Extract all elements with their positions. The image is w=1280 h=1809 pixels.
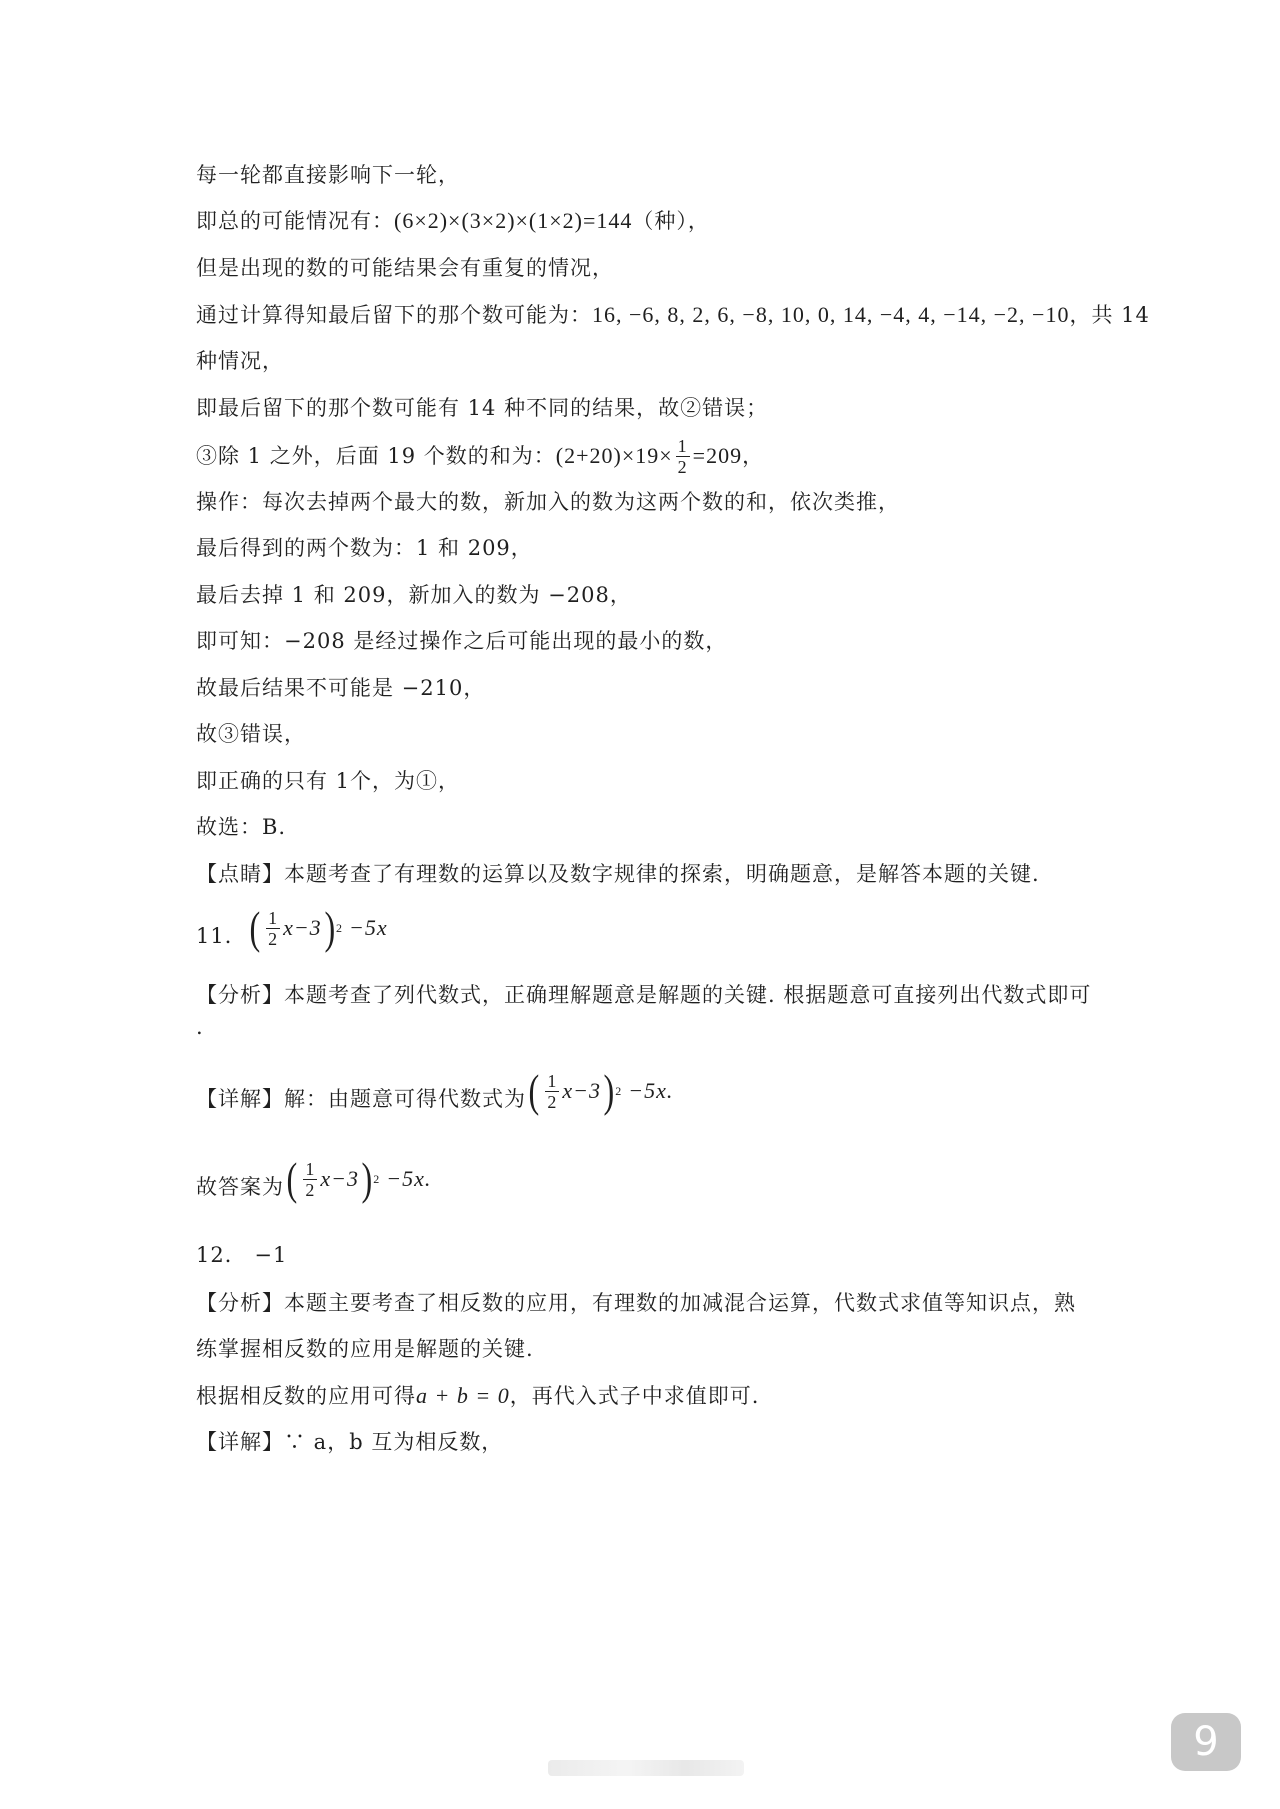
text-line: 即最后留下的那个数可能有 14 种不同的结果，故②错误； <box>196 396 769 420</box>
text-line: 故最后结果不可能是 −210， <box>196 676 486 700</box>
question-12-answer: 12． −1 <box>196 1243 288 1267</box>
text-line: ③除 1 之外，后面 19 个数的和为： (2+20)×19× $\frac{1}{2}$ =209 ， <box>196 435 765 477</box>
answer-line: 故答案为 ( $\frac{1}{2}$ x−3 ) 2 −5x. <box>196 1151 431 1215</box>
page-number-badge: 9 <box>1171 1713 1241 1771</box>
analysis-line: 【分析】本题主要考查了相反数的应用，有理数的加减混合运算，代数式求值等知识点，熟 <box>196 1291 1076 1315</box>
math-expression: a + b = 0 <box>416 1383 510 1408</box>
math-expression: 16, −6, 8, 2, 6, −8, 10, 0, 14, −4, 4, −14, −2, −10 <box>592 302 1070 327</box>
text-line: 通过计算得知最后留下的那个数可能为：16, −6, 8, 2, 6, −8, 10, 0, 14, −4, 4, −14, −2, −10，共 14 <box>196 302 1150 327</box>
text-line: 即总的可能情况有：(6×2)×(3×2)×(1×2)=144（种）， <box>196 208 710 233</box>
fraction: $\frac{1}{2}$ <box>305 1158 316 1200</box>
math-expression: (6×2)×(3×2)×(1×2)=144 <box>394 208 633 233</box>
text-line: 练掌握相反数的应用是解题的关键. <box>196 1337 534 1361</box>
math-expression: ( $\frac{1}{2}$ x−3 ) 2 −5x. <box>286 1153 432 1204</box>
text-line: . <box>196 1015 204 1039</box>
math-expression: ( $\frac{1}{2}$ x−3 ) 2 −5x. <box>528 1065 674 1116</box>
text-line: 但是出现的数的可能结果会有重复的情况， <box>196 256 614 280</box>
fraction: $\frac{1}{2}$ <box>677 435 688 477</box>
detail-line: 【详解】∵ a，b 互为相反数， <box>196 1430 504 1454</box>
question-11-answer: 11． ( $\frac{1}{2}$ x−3 ) 2 −5x <box>196 900 388 964</box>
comment-line: 【点睛】本题考查了有理数的运算以及数字规律的探索，明确题意，是解答本题的关键. <box>196 862 1040 886</box>
text-line: 故选：B. <box>196 815 287 839</box>
text-line: 种情况， <box>196 349 284 373</box>
watermark <box>548 1760 744 1776</box>
text-line: 操作：每次去掉两个最大的数，新加入的数为这两个数的和，依次类推， <box>196 490 900 514</box>
analysis-line: 【分析】本题考查了列代数式，正确理解题意是解题的关键. 根据题意可直接列出代数式即可 <box>196 983 1092 1007</box>
fraction: $\frac{1}{2}$ <box>268 907 279 949</box>
fraction: $\frac{1}{2}$ <box>547 1070 558 1112</box>
math-expression: (2+20)×19× $\frac{1}{2}$ =209 <box>555 435 743 477</box>
detail-line: 【详解】解：由题意可得代数式为 ( $\frac{1}{2}$ x−3 ) 2 −5x. <box>196 1063 673 1127</box>
text-line: 每一轮都直接影响下一轮， <box>196 163 460 187</box>
text-line: 故③错误， <box>196 722 306 746</box>
text-line: 最后去掉 1 和 209，新加入的数为 −208， <box>196 583 632 607</box>
text-line: 最后得到的两个数为：1 和 209， <box>196 536 533 560</box>
math-expression: ( $\frac{1}{2}$ x−3 ) 2 −5x <box>249 902 388 953</box>
text-line: 根据相反数的应用可得a + b = 0，再代入式子中求值即可. <box>196 1383 760 1408</box>
text-line: 即可知：−208 是经过操作之后可能出现的最小的数， <box>196 629 728 653</box>
text-line: 即正确的只有 1个，为①， <box>196 769 461 793</box>
